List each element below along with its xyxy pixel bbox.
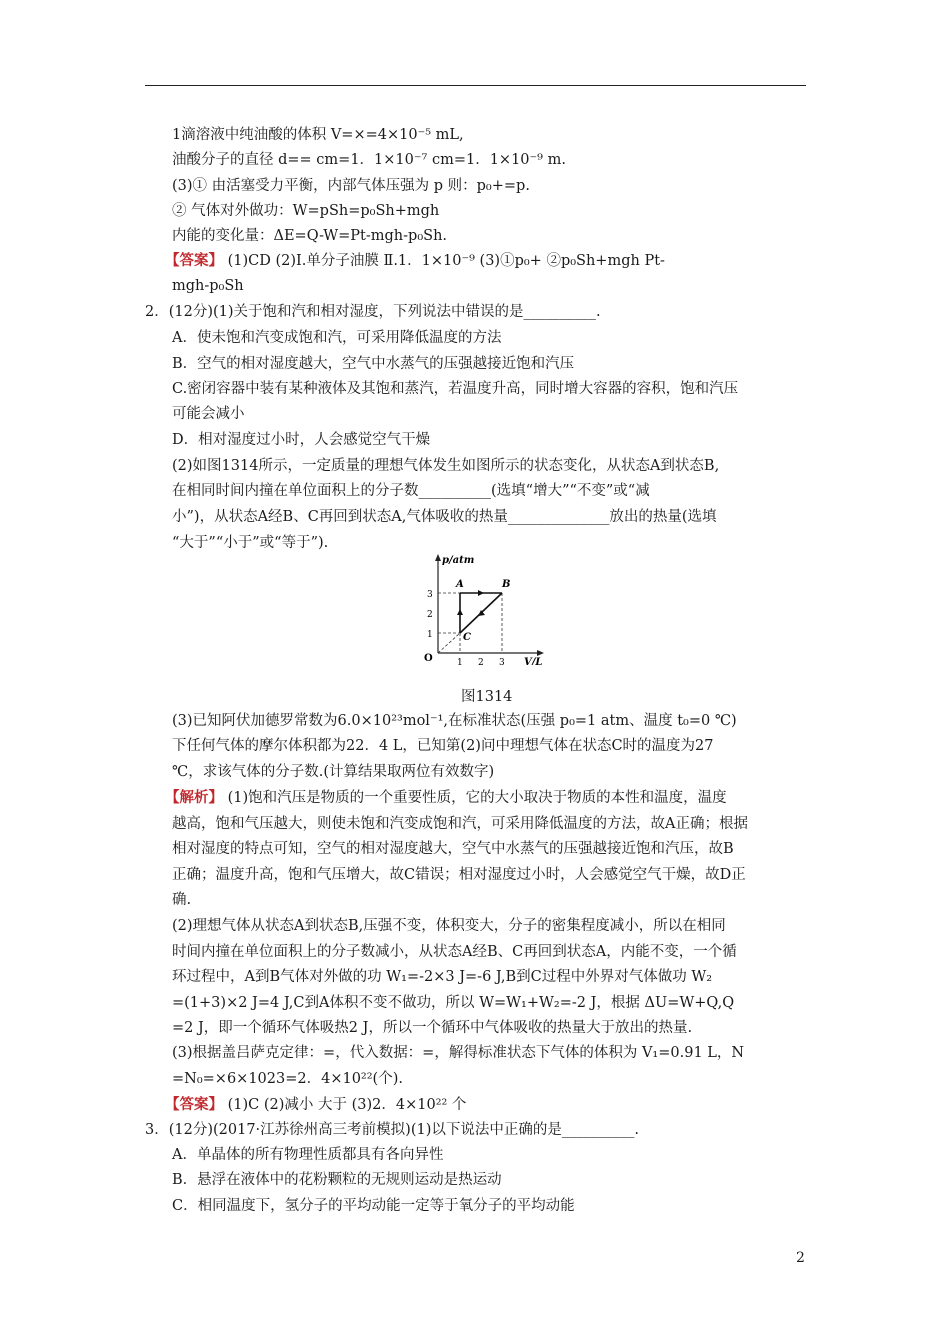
text-line [172,176,530,196]
text-line [172,150,566,170]
figure-caption: 图1314 [461,689,513,705]
line-text: “大于”“小于”或“等于”). [172,535,329,551]
text-line [172,1069,403,1089]
text-line [172,533,328,553]
text-line [172,328,501,348]
y-axis-label: p/atm [442,555,475,566]
text-line [172,865,746,885]
text-line [172,711,737,731]
arrow-ca [457,609,463,615]
line-text: 油酸分子的直径 d== cm=1．1×10⁻⁷ cm=1．1×10⁻⁹ m. [172,152,566,168]
line-text: C.密闭容器中装有某种液体及其饱和蒸汽，若温度升高，同时增大容器的容积，饱和汽压 [172,381,739,397]
header-rule [145,85,806,86]
text-line [172,839,734,859]
line-text: (2)理想气体从状态A到状态B,压强不变，体积变大，分子的密集程度减小，所以在相同 [172,918,726,934]
line-text: 1滴溶液中纯油酸的体积 V=×=4×10⁻⁵ mL, [172,127,464,143]
line-text: 可能会减小 [172,406,245,422]
line-text: =(1+3)×2 J=4 J,C到A体积不变不做功，所以 W=W₁+W₂=-2 J，根据 ΔU=W+Q,Q [172,995,735,1011]
text-line [172,379,738,399]
line-text: =2 J，即一个循环气体吸热2 J，所以一个循环中气体吸收的热量大于放出的热量. [172,1020,693,1036]
y-axis-arrow [435,554,441,561]
line-text: 下任何气体的摩尔体积都为22．4 L，已知第(2)问中理想气体在状态C时的温度为27 [172,738,714,754]
text-line [172,507,717,527]
line-text: 小”)，从状态A经B、C再回到状态A,气体吸收的热量______________放出的热量(选填 [172,509,717,525]
text-line [172,1043,744,1063]
x-tick-1: 1 [457,658,463,665]
origin-label: O [424,653,433,664]
arrow-ab [478,590,484,596]
text-line [172,993,734,1013]
text-line [172,1145,443,1165]
line-text: A．单晶体的所有物理性质都具有各向异性 [172,1147,444,1163]
line-text: 3．(12分)(2017·江苏徐州高三考前模拟)(1)以下说法中正确的是__________. [145,1122,639,1138]
text-line [165,1095,466,1115]
guide-origin-c [438,633,460,653]
text-line [145,1120,639,1140]
text-line [172,762,494,782]
line-text: D．相对湿度过小时，人会感觉空气干燥 [172,432,431,448]
text-line [172,404,245,424]
text-line [172,125,464,145]
line-text: (3)① 由活塞受力平衡，内部气体压强为 p 则：p₀+=p. [172,178,530,194]
line-text: 内能的变化量：ΔE=Q-W=Pt-mgh-p₀Sh. [172,228,448,244]
text-line [172,456,719,476]
line-text: 时间内撞在单位面积上的分子数减小，从状态A经B、C再回到状态A，内能不变，一个循 [172,944,737,960]
line-text: 2．(12分)(1)关于饱和汽和相对湿度，下列说法中错误的是__________. [145,304,601,320]
line-text: (1)C (2)减小 大于 (3)2．4×10²² 个 [223,1097,467,1113]
text-line [172,890,191,910]
text-line [172,967,712,987]
line-text: A．使未饱和汽变成饱和汽，可采用降低温度的方法 [172,330,502,346]
text-line [172,1170,502,1190]
page-number: 2 [796,1250,805,1266]
point-label-b: B [502,579,511,590]
text-line [172,226,447,246]
x-tick-2: 2 [478,658,484,665]
y-tick-1: 1 [427,630,433,640]
text-line [172,430,430,450]
line-text: ℃，求该气体的分子数.(计算结果取两位有效数字) [172,764,495,780]
text-line [172,1018,692,1038]
text-line [172,201,439,221]
text-line [172,942,737,962]
section-label: 【答案】 [165,252,223,269]
y-tick-2: 2 [427,610,433,620]
point-label-a: A [456,579,464,590]
y-tick-3: 3 [427,590,433,600]
line-text: mgh-p₀Sh [172,278,244,294]
section-label: 【答案】 [165,1096,223,1113]
line-text: B．空气的相对湿度越大，空气中水蒸气的压强越接近饱和汽压 [172,356,575,372]
section-label: 【解析】 [165,789,223,806]
line-text: 相对湿度的特点可知，空气的相对湿度越大，空气中水蒸气的压强越接近饱和汽压，故B [172,841,734,857]
text-line [165,788,727,808]
text-line [145,302,601,322]
line-text: 越高，饱和气压越大，则使未饱和汽变成饱和汽，可采用降低温度的方法，故A正确；根据 [172,816,748,832]
line-text: C．相同温度下，氢分子的平均动能一定等于氧分子的平均动能 [172,1198,575,1214]
line-text: (1)饱和汽压是物质的一个重要性质，它的大小取决于物质的本性和温度，温度 [223,790,727,806]
x-tick-3: 3 [499,658,505,665]
text-line [172,354,574,374]
text-line [172,481,650,501]
line-text: (1)CD (2)Ⅰ.单分子油膜 Ⅱ.1．1×10⁻⁹ (3)①p₀+ ②p₀Sh+mgh Pt- [223,253,665,269]
pv-diagram [418,553,548,665]
line-text: 确. [172,892,192,908]
line-text: =N₀=×6×1023=2．4×10²²(个). [172,1071,403,1087]
text-line [165,251,665,271]
line-text: ② 气体对外做功：W=pSh=p₀Sh+mgh [172,203,440,219]
line-text: (3)已知阿伏加德罗常数为6.0×10²³mol⁻¹,在标准状态(压强 p₀=1 atm、温度 t₀=0 ℃) [172,713,737,729]
line-text: 环过程中，A到B气体对外做的功 W₁=-2×3 J=-6 J,B到C过程中外界对气体做功 W₂ [172,969,713,985]
point-label-c: C [463,632,471,643]
text-line [172,1196,575,1216]
line-text: 在相同时间内撞在单位面积上的分子数__________(选填“增大”“不变”或“减 [172,483,650,499]
line-text: 正确；温度升高，饱和气压增大，故C错误；相对湿度过小时，人会感觉空气干燥，故D正 [172,867,746,883]
x-axis-arrow [537,650,544,656]
text-line [172,736,714,756]
text-line [172,276,244,296]
line-text: B．悬浮在液体中的花粉颗粒的无规则运动是热运动 [172,1172,502,1188]
line-text: (2)如图1314所示，一定质量的理想气体发生如图所示的状态变化，从状态A到状态B, [172,458,720,474]
x-axis-label: V/L [524,657,543,665]
line-text: (3)根据盖吕萨克定律：=，代入数据：=，解得标准状态下气体的体积为 V₁=0.91 L，N [172,1045,745,1061]
text-line [172,814,748,834]
text-line [172,916,726,936]
